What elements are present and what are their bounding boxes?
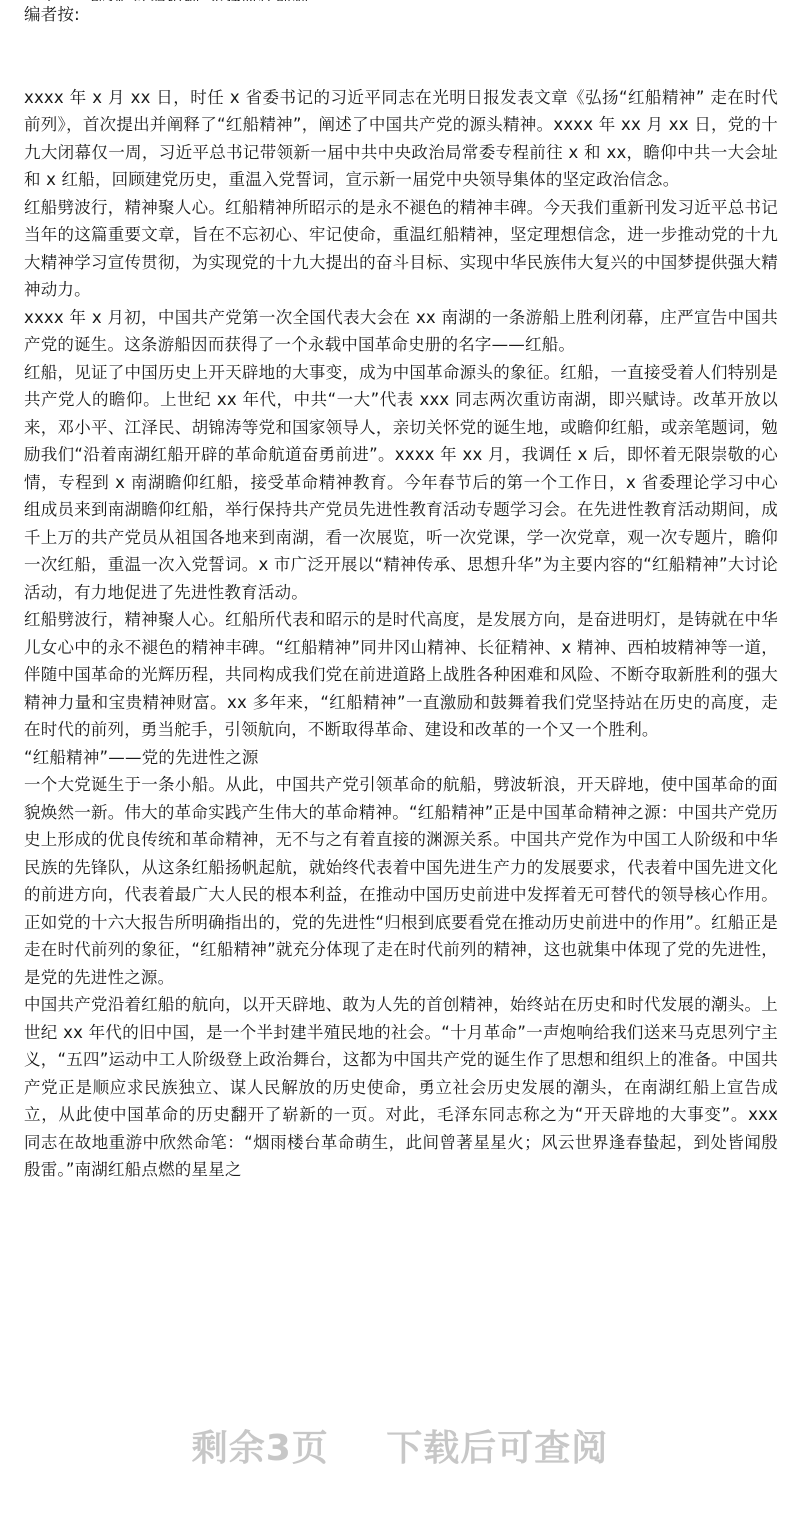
paragraph-6: 一个大党诞生于一条小船。从此，中国共产党引领革命的航船，劈波斩浪，开天辟地，使中国革命的面貌焕然一新。伟大的革命实践产生伟大的革命精神。“红船精神”正是中国革命精神之源：中国共产党历史上形成的优良传统和革命精神，无不与之有着直接的渊源关系。中国共产党作为中国工人阶级和中华民族的先锋队，从这条红船扬帆起航，就始终代表着中国先进生产力的发展要求，代表着中国先进文化的前进方向，代表着最广大人民的根本利益，在推动中国历史前进中发挥着无可替代的领导核心作用。正如党的十六大报告所明确指出的，党的先进性“归根到底要看党在推动历史前进中的作用”。红船正是走在时代前列的象征，“红船精神”就充分体现了走在时代前列的精神，这也就集中体现了党的先进性，是党的先进性之源。 (24, 775, 778, 987)
section-heading: “红船精神”——党的先进性之源 (24, 747, 259, 767)
paragraph-1: xxxx 年 x 月 xx 日，时任 x 省委书记的习近平同志在光明日报发表文章《弘扬“红船精神” 走在时代前列》，首次提出并阐释了“红船精神”，阐述了中国共产党的源头精神。xxxx 年 xx 月 xx 日，党的十九大闭幕仅一周，习近平总书记带领新一届中共中央政治局常委专程前往 x 和 xx，瞻仰中共一大会址和 x 红船，回顾建党历史，重温入党誓词，宣示新一届党中央领导集体的坚定政治信念。 (24, 87, 778, 189)
paragraph-4: 红船，见证了中国历史上开天辟地的大事变，成为中国革命源头的象征。红船，一直接受着人们特别是共产党人的瞻仰。上世纪 xx 年代，中共“一大”代表 xxx 同志两次重访南湖，即兴赋诗。改革开放以来，邓小平、江泽民、胡锦涛等党和国家领导人，亲切关怀党的诞生地，或瞻仰红船，或亲笔题词，勉励我们“沿着南湖红船开辟的革命航道奋勇前进”。xxxx 年 xx 月，我调任 x 后，即怀着无限崇敬的心情，专程到 x 南湖瞻仰红船，接受革命精神教育。今年春节后的第一个工作日，x 省委理论学习中心组成员来到南湖瞻仰红船，举行保持共产党员先进性教育活动专题学习会。在先进性教育活动期间，成千上万的共产党员从祖国各地来到南湖，看一次展览，听一次党课，学一次党章，观一次专题片，瞻仰一次红船，重温一次入党誓词。x 市广泛开展以“精神传承、思想升华”为主要内容的“红船精神”大讨论活动，有力地促进了先进性教育活动。 (24, 362, 778, 602)
download-to-read-label[interactable]: 下载后可查阅 (386, 1428, 609, 1469)
blank-gap (24, 29, 778, 84)
paragraph-5: 红船劈波行，精神聚人心。红船所代表和昭示的是时代高度，是发展方向，是奋进明灯，是铸就在中华儿女心中的永不褪色的精神丰碑。“红船精神”同井冈山精神、长征精神、x 精神、西柏坡精神等一道，伴随中国革命的光辉历程，共同构成我们党在前进道路上战胜各种困难和风险、不断夺取新胜利的强大精神力量和宝贵精神财富。xx 多年来，“红船精神”一直激励和鼓舞着我们党坚持站在历史的高度，走在时代的前列，勇当舵手，引领航向，不断取得革命、建设和改革的一个又一个胜利。 (24, 610, 778, 739)
paragraph-3: xxxx 年 x 月初，中国共产党第一次全国代表大会在 xx 南湖的一条游船上胜利闭幕，庄严宣告中国共产党的诞生。这条游船因而获得了一个永载中国革命史册的名字——红船。 (24, 307, 778, 354)
download-prompt[interactable] (0, 1420, 800, 1471)
paragraph-2: 红船劈波行，精神聚人心。红船精神所昭示的是永不褪色的精神丰碑。今天我们重新刊发习近平总书记当年的这篇重要文章，旨在不忘初心、牢记使命，重温红船精神，坚定理想信念，进一步推动党的十九大精神学习宣传贯彻，为实现党的十九大提出的奋斗目标、实现中华民族伟大复兴的中国梦提供强大精神动力。 (24, 197, 778, 299)
paragraph-7: 中国共产党沿着红船的航向，以开天辟地、敢为人先的首创精神，始终站在历史和时代发展的潮头。上世纪 xx 年代的旧中国，是一个半封建半殖民地的社会。“十月革命”一声炮响给我们送来马克思列宁主义，“五四”运动中工人阶级登上政治舞台，这都为中国共产党的诞生作了思想和组织上的准备。中国共产党正是顺应求民族独立、谋人民解放的历史使命，勇立社会历史发展的潮头，在南湖红船上宣告成立，从此使中国革命的历史翻开了崭新的一页。对此，毛泽东同志称之为“开天辟地的大事变”。xxx 同志在故地重游中欣然命笔：“烟雨楼台革命萌生，此间曾著星星火；风云世界逢春蛰起，到处皆闻殷殷雷。”南湖红船点燃的星星之 (24, 995, 778, 1179)
document-body (24, 0, 778, 1184)
editor-note-heading: 编者按: (24, 5, 80, 24)
remaining-pages-label: 剩余3页 (191, 1428, 329, 1469)
